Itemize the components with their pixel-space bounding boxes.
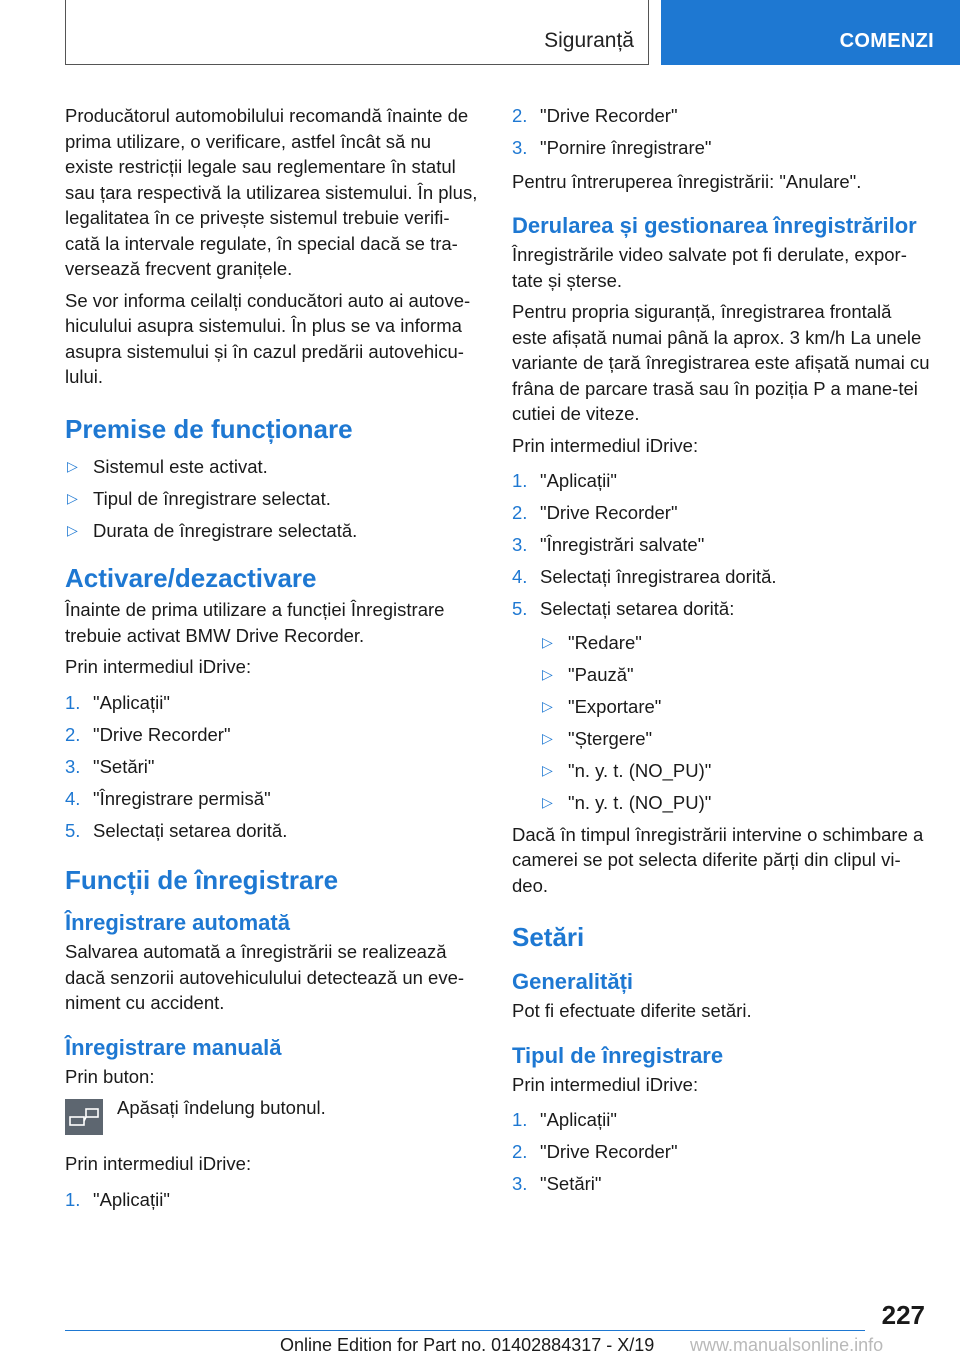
header-tab[interactable] [661,0,960,65]
setting-options [540,630,930,816]
triangle-bullet-icon: ▷ [67,521,78,538]
activare-paragraph: Înainte de prima utilizare a funcției Înregistrare trebuie activat BMW Drive Recorder. [65,599,445,646]
triangle-bullet-icon: ▷ [542,793,553,810]
heading-auto: Înregistrare automată [65,910,290,935]
header-section-box [65,0,649,65]
list-item: ▷ Durata de înregistrare selectată. [65,518,483,544]
idrive-paragraph: Prin intermediul iDrive: [512,1073,699,1095]
list-item: 2. "Drive Recorder" [65,723,231,745]
triangle-bullet-icon: ▷ [542,761,553,778]
idrive-paragraph: Prin intermediul iDrive: [65,656,252,677]
list-item: ▷ "Pauză" [540,662,930,688]
footer-edition: Online Edition for Part no. 01402884317 - X/19 [280,1335,655,1355]
heading-manual: Înregistrare manuală [65,1034,282,1060]
heading-derulare: Derularea și gestionarea înregistrărilor [512,213,917,238]
list-item: 3. "Setări" [65,755,155,777]
button-instruction-text: Apăsați îndelung butonul. [117,1097,326,1118]
drive-recorder-button-icon [65,1099,103,1135]
heading-functii: Funcții de înregistrare [65,865,339,895]
triangle-bullet-icon: ▷ [67,457,78,474]
list-item: 2. "Drive Recorder" [512,502,678,523]
list-item: 3. "Înregistrări salvate" [512,534,705,555]
list-item: ▷ "Ștergere" [540,726,930,752]
triangle-bullet-icon: ▷ [542,665,553,682]
list-item: ▷ "Redare" [540,630,930,656]
activare-steps [65,690,483,844]
heading-tip: Tipul de înregistrare [512,1042,724,1068]
inform-paragraph: Se vor informa ceilalți conducători auto ai autove-hiculului asupra sistemului. În plus se va informa asupra sistemului și în cazul predării autovehicu-lului. [65,289,471,387]
triangle-bullet-icon: ▷ [67,489,78,506]
list-item: ▷ "n. y. t. (NO_PU)" [540,758,930,784]
buton-paragraph: Prin buton: [65,1065,155,1087]
heading-setari: Setări [512,922,585,952]
list-item: 2. "Drive Recorder" [512,1141,678,1162]
list-item: 3. "Setări" [512,1173,602,1194]
list-item: ▷ "Exportare" [540,694,930,720]
triangle-bullet-icon: ▷ [542,633,553,650]
idrive-paragraph: Prin intermediul iDrive: [512,434,699,456]
list-item: 5. Selectați setarea dorită: [512,598,735,619]
list-item: 1. "Aplicații" [512,470,617,491]
intro-paragraph: Producătorul automobilului recomandă înainte de prima utilizare, o verificare, astfel încât să nu existe restricții legale sau reglementare în statul sau țara respectivă la utilizarea sistemului. În plus, legalitatea în ce privește sistemul trebuie verifi-cată la intervale regulate, în special dacă se tra-versează frecvent granițele. [65,105,478,279]
header-section-title: Siguranță [544,29,634,52]
video-paragraph: Înregistrările video salvate pot fi derulate, expor-tate și șterse. [512,244,907,291]
left-column [65,103,483,1220]
heading-activare: Activare/dezactivare [65,563,317,593]
camera-paragraph: Dacă în timpul înregistrării intervine o schimbare a camerei se pot selecta diferite părți din clipul vi-deo. [512,823,924,896]
triangle-bullet-icon: ▷ [542,729,553,746]
premise-list [65,454,483,544]
list-item: 1. "Aplicații" [65,1188,170,1210]
footer-divider [65,1330,865,1331]
auto-paragraph: Salvarea automată a înregistrării se realizează dacă senzorii autovehiculului detectează un eve-niment cu accident. [65,941,465,1013]
list-item: ▷ Tipul de înregistrare selectat. [65,486,483,512]
list-item: 1. "Aplicații" [65,691,170,713]
siguranta-paragraph: Pentru propria siguranță, înregistrarea frontală este afișată numai până la aprox. 3 km/h La unele variante de țară înregistrarea este afișată numai cu frâna de parcare trasă sau în poziția P a mane-tei cutiei de viteze. [512,301,930,424]
triangle-bullet-icon: ▷ [542,697,553,714]
general-paragraph: Pot fi efectuate diferite setări. [512,1000,752,1021]
list-item: ▷ "n. y. t. (NO_PU)" [540,790,930,816]
heading-general: Generalități [512,969,634,994]
derulare-steps [512,468,930,622]
button-instruction [65,1095,483,1141]
idrive-paragraph: Prin intermediul iDrive: [65,1153,252,1174]
list-item: 5. Selectați setarea dorită. [65,819,288,841]
list-item: 3. "Pornire înregistrare" [512,137,712,158]
list-item: 1. "Aplicații" [512,1109,617,1130]
manual-steps-left [65,1187,483,1213]
list-item: ▷ Sistemul este activat. [65,454,483,480]
heading-premise: Premise de funcționare [65,413,353,444]
list-item: 4. "Înregistrare permisă" [65,787,271,809]
footer-watermark[interactable]: www.manualsonline.info [690,1335,884,1355]
intrerupere-paragraph: Pentru întreruperea înregistrării: "Anulare". [512,170,862,192]
manual-steps-right [512,103,930,161]
list-item: 2. "Drive Recorder" [512,105,678,126]
right-column [512,103,930,1205]
header-tab-label: COMENZI [839,30,934,52]
page-number: 227 [881,1300,925,1330]
list-item: 4. Selectați înregistrarea dorită. [512,566,777,587]
tip-steps [512,1107,930,1197]
